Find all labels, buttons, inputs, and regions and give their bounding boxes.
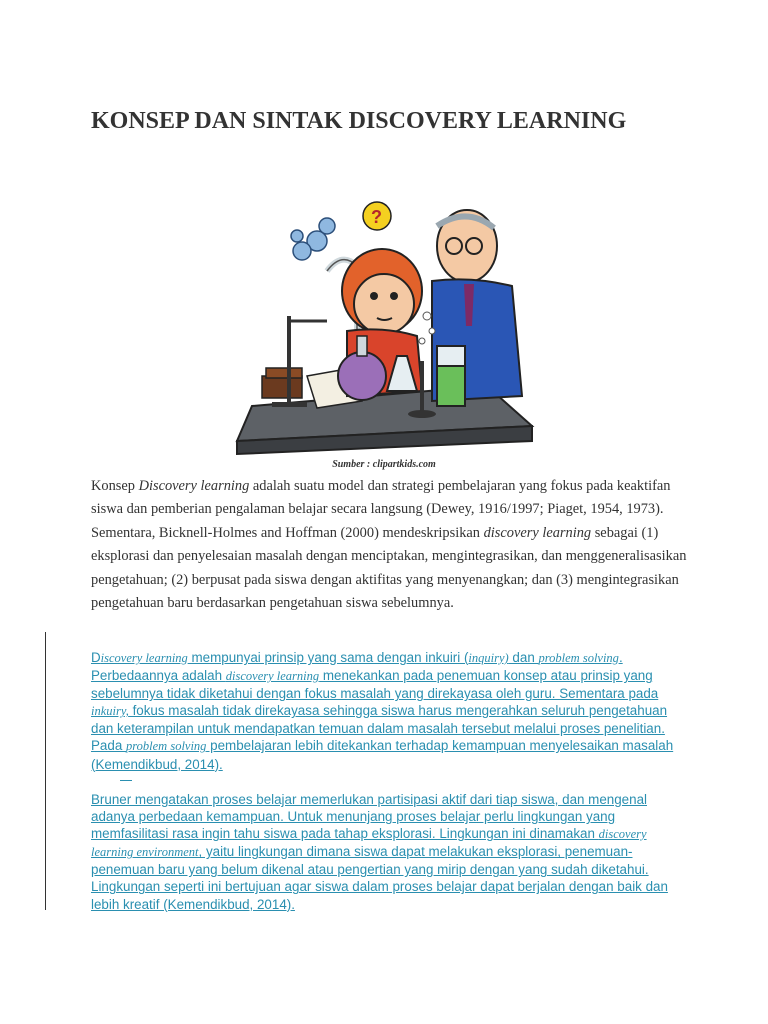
link-term[interactable]: inquiry)	[468, 651, 509, 665]
link-text[interactable]: fokus masalah tidak direkayasa sehingga siswa harus mengerahkan seluruh pengetahuan dan keterampilan untuk mendapatkan temuan dalam masalah tersebut melalui proses penelitian. Pada	[91, 703, 668, 754]
image-caption: Sumber : clipartkids.com	[332, 459, 436, 470]
paragraph-intro-text-1: Konsep	[91, 478, 139, 494]
paragraph-intro-term-2: discovery learning	[483, 524, 592, 541]
link-text[interactable]: dan	[508, 650, 539, 665]
paragraph-intro-text-3: sebagai (1) eksplorasi dan penyelesaian masalah dengan menciptakan, mengintegrasikan, dan menggeneralisasikan pengetahuan; (2) berpusat pada siswa dengan aktifitas yang menyenangkan; dan (3) mengintegrasikan pengetahuan baru berdasarkan pengetahuan siswa sebelumnya.	[91, 524, 687, 612]
link-text[interactable]: mempunyai prinsip yang sama dengan inkuiri (	[187, 650, 469, 665]
lab-illustration	[232, 196, 542, 456]
link-text[interactable]: D	[91, 650, 101, 665]
link-term[interactable]: discovery learning environment	[91, 827, 647, 860]
link-text[interactable]: . Perbedaannya adalah	[91, 650, 623, 684]
paragraph-intro-term-1: Discovery learning	[138, 478, 250, 494]
paragraph-bruner-link[interactable]	[91, 791, 687, 913]
link-text[interactable]: pembelajaran lebih ditekankan terhadap kemampuan menyelesaikan masalah (Kemendikbud, 2014).	[91, 738, 674, 772]
svg-text:?: ?	[371, 207, 382, 227]
link-term[interactable]: inkuiry,	[91, 704, 129, 719]
paragraph-principles-link[interactable]	[91, 649, 687, 773]
margin-line	[45, 632, 46, 910]
link-text[interactable]: , yaitu lingkungan dimana siswa dapat melakukan eksplorasi, penemuan-penemuan baru yang belum dikenal atau pengertian yang mirip dengan yang sudah diketahui. Lingkungan seperti ini bertujuan agar siswa dalam proses belajar dapat berjalan dengan baik dan lebih kreatif (Kemendikbud, 2014).	[91, 844, 668, 912]
link-term[interactable]: problem solving	[538, 651, 619, 665]
link-term[interactable]: discovery learning	[225, 669, 320, 684]
page-title: KONSEP DAN SINTAK DISCOVERY LEARNING	[91, 108, 627, 134]
paragraph-intro	[91, 475, 691, 615]
link-text[interactable]: menekankan pada penemuan konsep atau prinsip yang sebelumnya tidak diketahui dengan fokus masalah yang direkayasa oleh guru. Sementara pada	[91, 668, 659, 702]
underline-mark	[120, 780, 132, 781]
link-text[interactable]: Bruner mengatakan proses belajar memerlukan partisipasi aktif dari tiap siswa, dan mengenal adanya perbedaan kemampuan. Untuk menunjang proses belajar perlu lingkungan yang memfasilitasi rasa ingin tahu siswa pada tahap eksplorasi. Lingkungan ini dinamakan	[91, 792, 647, 842]
paragraph-intro-text-2: adalah suatu model dan strategi pembelajaran yang fokus pada keaktifan siswa dan pemberian pengalaman belajar secara langsung (Dewey, 1916/1997; Piaget, 1954, 1973). Sementara, Bicknell-Holmes and Hoffman (2000) mendeskripsikan	[91, 478, 671, 541]
link-term[interactable]: iscovery learning	[100, 651, 188, 665]
link-term[interactable]: problem solving	[126, 739, 207, 754]
